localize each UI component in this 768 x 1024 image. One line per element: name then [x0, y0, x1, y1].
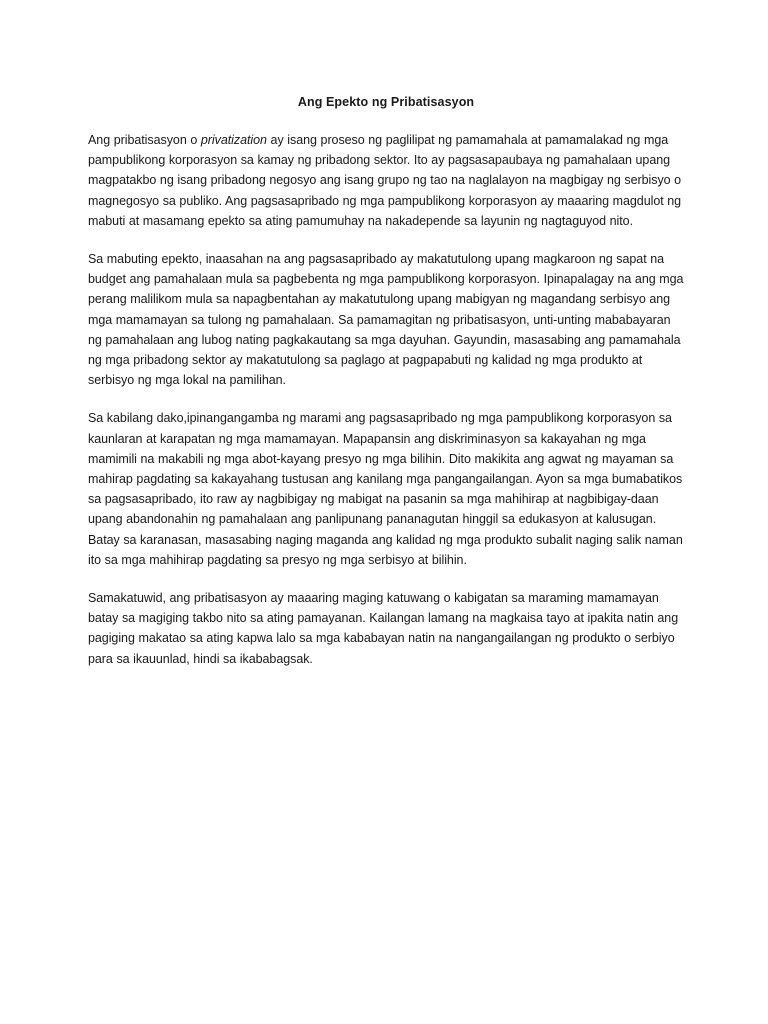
document-body	[88, 92, 684, 687]
paragraph-intro	[88, 130, 684, 231]
paragraph-negative-effects: Sa kabilang dako,ipinangangamba ng marami ang pagsasapribado ng mga pampublikong korporasyon sa kaunlaran at karapatan ng mga mamamayan. Mapapansin ang diskriminasyon sa kakayahan ng mga mamimili na makabili ng mga abot-kayang presyo ng mga bilihin. Dito makikita ang agwat ng mayaman sa mahirap pagdating sa kakayahang tustusan ang kanilang mga pangangailangan. Ayon sa mga bumabatikos sa pagsasapribado, ito raw ay nagbibigay ng mabigat na pasanin sa mga mahihirap at nagbibigay-daan upang abandonahin ng pamahalaan ang panlipunang pananagutan hinggil sa edukasyon at kalusugan. Batay sa karanasan, masasabing naging maganda ang kalidad ng mga produkto subalit naging salik naman ito sa mga mahihirap pagdating sa presyo ng mga serbisyo at bilihin.	[88, 411, 683, 567]
paragraph-intro-rest: ay isang proseso ng paglilipat ng pamamahala at pamamalakad ng mga pampublikong korporasyon sa kamay ng pribadong sektor. Ito ay pagsasapaubaya ng pamahalaan upang magpatakbo ng isang pribadong negosyo ang isang grupo ng tao na naglalayon na magbigay ng serbisyo o magnegosyo sa publiko. Ang pagsasapribado ng mga pampublikong korporasyon ay maaaring magdulot ng mabuti at masamang epekto sa ating pamumuhay na nakadepende sa layunin ng nagtaguyod nito.	[88, 133, 682, 228]
paragraph-intro-emphasis: privatization	[200, 133, 267, 147]
paragraph-positive-effects: Sa mabuting epekto, inaasahan na ang pagsasapribado ay makatutulong upang magkaroon ng sapat na budget ang pamahalaan mula sa pagbebenta ng mga pampublikong korporasyon. Ipinapalagay na ang mga perang malilikom mula sa napagbentahan ay makatutulong upang mabigyan ng magandang serbisyo ang mga mamamayan sa tulong ng pamahalaan. Sa pamamagitan ng pribatisasyon, unti-unting mababayaran ng pamahalaan ang lubog nating pagkakautang sa mga dayuhan. Gayundin, masasabing ang pamamahala ng mga pribadong sektor ay makatutulong sa paglago at pagpapabuti ng kalidad ng mga produkto at serbisyo ng mga lokal na pamilihan.	[88, 252, 684, 388]
paragraph-intro-lead: Ang pribatisasyon o	[88, 133, 201, 147]
document-title: Ang Epekto ng Pribatisasyon	[297, 95, 475, 109]
paragraph-conclusion: Samakatuwid, ang pribatisasyon ay maaaring maging katuwang o kabigatan sa maraming mamamayan batay sa magiging takbo nito sa ating pamayanan. Kailangan lamang na magkaisa tayo at ipakita natin ang pagiging makatao sa ating kapwa lalo sa mga kababayan natin na nangangailangan ng produkto o serbiyo para sa ikauunlad, hindi sa ikababagsak.	[88, 591, 679, 666]
